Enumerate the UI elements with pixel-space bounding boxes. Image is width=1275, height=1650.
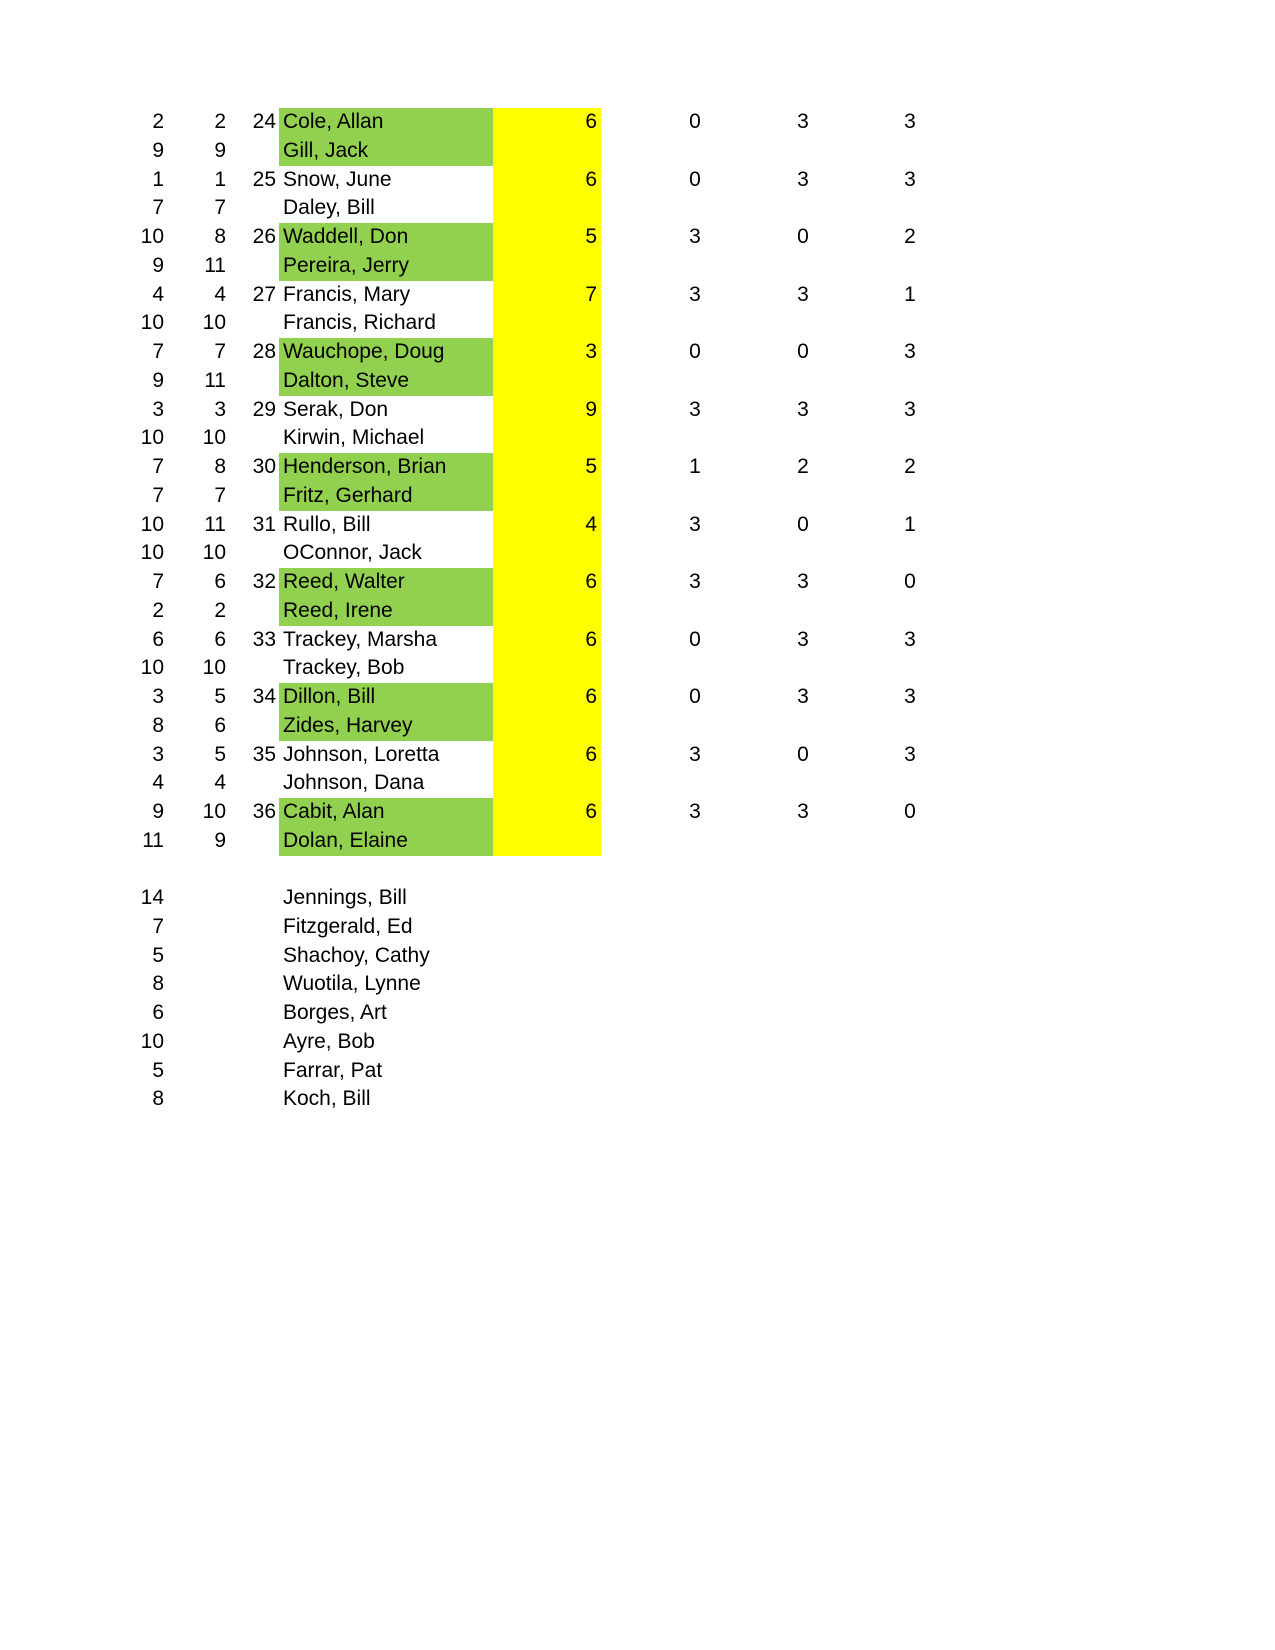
table-number-cell: 25 [252,167,276,191]
table-number-cell: 24 [252,110,276,133]
table-row [0,511,1000,540]
game-3-score-cell: 3 [904,340,916,363]
table-row [0,252,1000,281]
table-row [0,453,1000,482]
rating-a-cell: 9 [152,253,164,277]
rating-b-cell: 3 [214,397,226,421]
game-3-score-cell: 3 [904,627,916,651]
table-row [0,741,1000,770]
player-name-cell: Reed, Walter [279,568,493,597]
extra-player-row [0,884,1000,914]
rating-a-cell: 10 [140,512,164,536]
table-row [0,137,1000,166]
rating-b-cell: 8 [214,455,226,478]
extra-player-row [0,999,1000,1029]
rating-a-cell: 7 [152,340,164,363]
player-name-cell: Johnson, Loretta [283,742,440,766]
extra-player-row [0,942,1000,972]
rating-a-cell: 9 [152,800,164,823]
game-2-score-cell: 3 [797,685,809,708]
table-number-cell: 31 [252,512,276,536]
rating-a-cell: 8 [152,972,164,996]
table-row [0,769,1000,798]
player-name-cell: Jennings, Bill [283,886,407,909]
total-score-cell [493,194,601,223]
table-row [0,396,1000,425]
total-score-cell [493,827,601,856]
table-number-cell: 34 [252,685,276,708]
rating-b-cell: 11 [204,368,226,392]
game-1-score-cell: 0 [689,685,701,708]
total-score-cell: 6 [493,798,601,827]
rating-a-cell: 7 [152,196,164,220]
rating-b-cell: 11 [204,253,226,277]
player-name-cell: Henderson, Brian [279,453,493,482]
player-name-cell: Dolan, Elaine [279,827,493,856]
game-3-score-cell: 3 [904,685,916,708]
total-score-cell [493,712,601,741]
rating-b-cell: 10 [202,800,226,823]
player-name-cell: Johnson, Dana [283,771,425,795]
game-3-score-cell: 1 [904,512,916,536]
rating-a-cell: 11 [142,828,164,852]
rating-b-cell: 9 [214,138,226,162]
player-name-cell: Dillon, Bill [279,683,493,712]
game-1-score-cell: 0 [689,167,701,191]
rating-a-cell: 7 [152,483,164,507]
game-2-score-cell: 0 [797,512,809,536]
game-3-score-cell: 3 [904,742,916,766]
player-name-cell: Wuotila, Lynne [283,972,421,996]
rating-b-cell: 7 [214,196,226,220]
player-name-cell: Snow, June [283,167,392,191]
player-name-cell: Gill, Jack [279,137,493,166]
player-name-cell: Francis, Mary [283,282,411,306]
total-score-cell: 5 [493,453,601,482]
rating-b-cell: 4 [214,771,226,795]
table-number-cell: 29 [252,397,276,421]
rating-b-cell: 10 [202,541,226,565]
extra-player-row [0,1085,1000,1115]
game-2-score-cell: 3 [797,282,809,306]
player-name-cell: Fitzgerald, Ed [283,914,413,938]
game-2-score-cell: 0 [797,742,809,766]
player-name-cell: Zides, Harvey [279,712,493,741]
extra-player-row [0,1057,1000,1087]
table-row [0,367,1000,396]
rating-a-cell: 14 [140,886,164,909]
rating-a-cell: 9 [152,368,164,392]
extra-player-row [0,1028,1000,1058]
table-row [0,798,1000,827]
rating-a-cell: 2 [152,598,164,622]
rating-b-cell: 5 [214,742,226,766]
rating-a-cell: 3 [152,742,164,766]
total-score-cell [493,367,601,396]
rating-b-cell: 7 [214,340,226,363]
rating-a-cell: 10 [140,426,164,450]
game-1-score-cell: 3 [689,225,701,248]
total-score-cell: 6 [493,683,601,712]
game-1-score-cell: 1 [689,455,701,478]
rating-b-cell: 10 [202,426,226,450]
game-1-score-cell: 3 [689,742,701,766]
rating-a-cell: 3 [152,397,164,421]
table-number-cell: 32 [252,570,276,593]
table-row [0,338,1000,367]
rating-b-cell: 2 [214,598,226,622]
rating-a-cell: 3 [152,685,164,708]
game-3-score-cell: 3 [904,397,916,421]
table-number-cell: 30 [252,455,276,478]
total-score-cell: 6 [493,166,601,195]
game-3-score-cell: 1 [904,282,916,306]
player-name-cell: Fritz, Gerhard [279,482,493,511]
total-score-cell [493,654,601,683]
game-3-score-cell: 0 [904,570,916,593]
table-number-cell [236,194,276,223]
table-number-cell: 27 [252,282,276,306]
table-number-cell: 33 [252,627,276,651]
player-name-cell: Wauchope, Doug [279,338,493,367]
game-1-score-cell: 3 [689,397,701,421]
game-2-score-cell: 3 [797,397,809,421]
rating-b-cell: 1 [214,167,226,191]
rating-a-cell: 7 [152,914,164,938]
rating-a-cell: 8 [152,1087,164,1111]
player-name-cell: Shachoy, Cathy [283,943,430,967]
rating-a-cell: 8 [152,713,164,737]
player-name-cell: Ayre, Bob [283,1029,375,1053]
table-number-cell [236,654,276,683]
game-2-score-cell: 3 [797,627,809,651]
player-name-cell: Borges, Art [283,1001,387,1024]
game-3-score-cell: 2 [904,455,916,478]
table-number-cell [236,827,276,856]
rating-a-cell: 6 [152,627,164,651]
table-row [0,482,1000,511]
game-2-score-cell: 3 [797,570,809,593]
total-score-cell [493,137,601,166]
player-name-cell: Cabit, Alan [279,798,493,827]
game-2-score-cell: 3 [797,110,809,133]
extra-player-row [0,970,1000,1000]
total-score-cell: 7 [493,281,601,310]
rating-a-cell: 10 [140,225,164,248]
table-row [0,223,1000,252]
table-row [0,166,1000,195]
player-name-cell: Rullo, Bill [283,512,371,536]
rating-a-cell: 1 [152,167,164,191]
rating-a-cell: 2 [152,110,164,133]
rating-a-cell: 6 [152,1001,164,1024]
game-2-score-cell: 0 [797,340,809,363]
table-row [0,309,1000,338]
table-number-cell [236,137,276,166]
total-score-cell: 3 [493,338,601,367]
player-name-cell: Dalton, Steve [279,367,493,396]
player-name-cell: Reed, Irene [279,597,493,626]
player-name-cell: OConnor, Jack [283,541,422,565]
rating-b-cell: 6 [214,713,226,737]
game-3-score-cell: 3 [904,167,916,191]
rating-b-cell: 10 [202,311,226,335]
table-row [0,597,1000,626]
table-number-cell: 35 [252,742,276,766]
table-row [0,539,1000,568]
rating-a-cell: 10 [140,541,164,565]
player-name-cell: Daley, Bill [283,196,375,220]
table-number-cell [236,539,276,568]
game-3-score-cell: 2 [904,225,916,248]
rating-a-cell: 5 [152,1058,164,1082]
table-row [0,424,1000,453]
total-score-cell [493,482,601,511]
table-number-cell [236,424,276,453]
rating-b-cell: 8 [214,225,226,248]
table-number-cell [236,309,276,338]
game-2-score-cell: 3 [797,800,809,823]
rating-b-cell: 7 [214,483,226,507]
rating-b-cell: 4 [214,282,226,306]
total-score-cell: 9 [493,396,601,425]
extra-player-row [0,913,1000,943]
table-number-cell [236,769,276,798]
total-score-cell: 6 [493,741,601,770]
total-score-cell: 4 [493,511,601,540]
rating-b-cell: 6 [214,627,226,651]
table-row [0,568,1000,597]
player-name-cell: Trackey, Bob [283,656,405,680]
rating-b-cell: 10 [202,656,226,680]
game-1-score-cell: 3 [689,512,701,536]
table-row [0,683,1000,712]
total-score-cell [493,597,601,626]
game-1-score-cell: 3 [689,800,701,823]
total-score-cell: 6 [493,568,601,597]
total-score-cell [493,424,601,453]
rating-a-cell: 10 [140,311,164,335]
table-row [0,108,1000,137]
table-number-cell [236,252,276,281]
table-row [0,194,1000,223]
game-1-score-cell: 0 [689,110,701,133]
table-number-cell: 28 [252,340,276,363]
game-2-score-cell: 3 [797,167,809,191]
table-number-cell [236,482,276,511]
rating-b-cell: 2 [214,110,226,133]
game-2-score-cell: 0 [797,225,809,248]
rating-a-cell: 9 [152,138,164,162]
rating-a-cell: 7 [152,570,164,593]
table-number-cell [236,712,276,741]
rating-a-cell: 10 [140,656,164,680]
rating-a-cell: 4 [152,771,164,795]
game-1-score-cell: 3 [689,570,701,593]
player-name-cell: Kirwin, Michael [283,426,425,450]
game-3-score-cell: 3 [904,110,916,133]
game-1-score-cell: 3 [689,282,701,306]
player-name-cell: Francis, Richard [283,311,436,335]
rating-a-cell: 10 [140,1029,164,1053]
total-score-cell [493,252,601,281]
player-name-cell: Waddell, Don [279,223,493,252]
game-1-score-cell: 0 [689,340,701,363]
table-row [0,712,1000,741]
game-3-score-cell: 0 [904,800,916,823]
player-name-cell: Serak, Don [283,397,389,421]
player-name-cell: Trackey, Marsha [283,627,438,651]
table-row [0,281,1000,310]
rating-b-cell: 5 [214,685,226,708]
table-row [0,654,1000,683]
total-score-cell [493,309,601,338]
table-number-cell [236,597,276,626]
player-name-cell: Cole, Allan [279,108,493,137]
player-name-cell: Pereira, Jerry [279,252,493,281]
total-score-cell [493,539,601,568]
player-name-cell: Farrar, Pat [283,1058,383,1082]
rating-b-cell: 11 [204,512,226,536]
rating-a-cell: 4 [152,282,164,306]
table-row [0,827,1000,856]
total-score-cell [493,769,601,798]
game-2-score-cell: 2 [797,455,809,478]
rating-b-cell: 9 [214,828,226,852]
rating-a-cell: 7 [152,455,164,478]
table-row [0,626,1000,655]
rating-a-cell: 5 [152,943,164,967]
total-score-cell: 5 [493,223,601,252]
game-1-score-cell: 0 [689,627,701,651]
player-name-cell: Koch, Bill [283,1087,371,1111]
total-score-cell: 6 [493,626,601,655]
rating-b-cell: 6 [214,570,226,593]
table-number-cell [236,367,276,396]
total-score-cell: 6 [493,108,601,137]
table-number-cell: 26 [252,225,276,248]
table-number-cell: 36 [252,800,276,823]
